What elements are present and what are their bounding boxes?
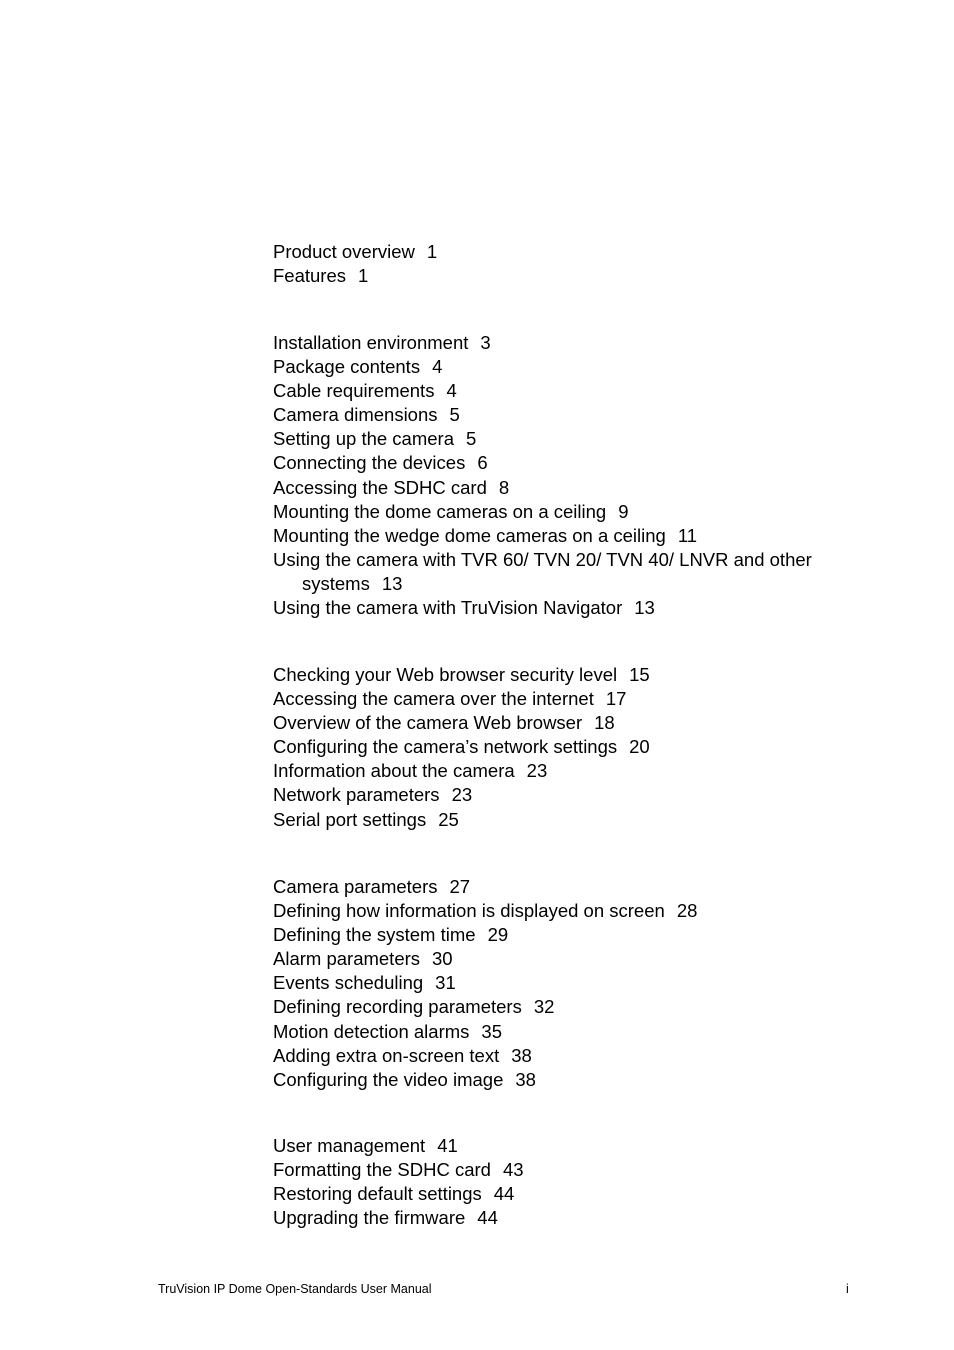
toc-entry-page: 35 <box>481 1020 502 1042</box>
toc-entry-page: 4 <box>432 356 443 378</box>
toc-entry-page: 38 <box>511 1044 532 1066</box>
toc-entry-page: 44 <box>477 1207 498 1229</box>
toc-entry-page: 13 <box>381 572 403 594</box>
toc-entry-title: Information about the camera <box>273 760 515 782</box>
toc-entry-page: 28 <box>676 900 698 922</box>
toc-entry-page: 5 <box>449 404 460 426</box>
toc-entry-title: Using the camera with TruVision Navigator <box>273 597 623 619</box>
toc-entry-page: 20 <box>629 736 650 758</box>
toc-entry-title: Package contents <box>273 356 421 378</box>
toc-entry[interactable] <box>273 1206 873 1230</box>
toc-group-overview <box>273 240 873 288</box>
toc-entry[interactable] <box>273 427 873 451</box>
toc-entry-title: Camera dimensions <box>273 404 438 426</box>
toc-entry-title: Adding extra on-screen text <box>273 1044 500 1066</box>
toc-entry-page: 13 <box>634 597 655 619</box>
toc-entry-page: 17 <box>605 688 627 710</box>
toc-entry-page: 23 <box>451 784 473 806</box>
toc-entry-page: 6 <box>477 452 488 474</box>
footer-page-number: i <box>846 1282 849 1296</box>
toc-entry-title: Motion detection alarms <box>273 1020 470 1042</box>
toc-entry-title: Accessing the camera over the internet <box>273 688 594 710</box>
toc-entry[interactable] <box>273 451 873 475</box>
toc-entry-title: Mounting the wedge dome cameras on a ceiling <box>273 524 666 546</box>
toc-entry[interactable] <box>273 759 873 783</box>
toc-entry[interactable] <box>273 971 873 995</box>
toc-entry[interactable] <box>273 476 873 500</box>
toc-entry-title: Features <box>273 265 347 287</box>
toc-entry[interactable] <box>273 808 873 832</box>
toc-entry[interactable] <box>273 355 873 379</box>
toc-entry[interactable] <box>273 596 873 620</box>
toc-entry[interactable] <box>273 500 873 524</box>
toc-entry[interactable] <box>273 1044 873 1068</box>
toc-entry[interactable] <box>273 735 873 759</box>
toc-entry-page: 27 <box>449 876 471 897</box>
toc-entry-title: Alarm parameters <box>273 948 421 970</box>
toc-entry-title: Configuring the camera’s network settings <box>273 736 618 758</box>
toc-entry-page: 5 <box>466 428 477 450</box>
toc-entry[interactable] <box>273 524 873 548</box>
toc-entry-page: 8 <box>498 476 510 498</box>
toc-entry[interactable] <box>273 783 873 807</box>
toc-group-installation <box>273 331 873 620</box>
toc-entry-page: 9 <box>618 500 629 522</box>
toc-entry[interactable] <box>273 548 843 596</box>
toc-group-camera-config <box>273 875 873 1092</box>
toc-entry-page: 18 <box>594 712 615 734</box>
toc-entry[interactable] <box>273 379 873 403</box>
toc-entry-title: Formatting the SDHC card <box>273 1159 491 1181</box>
toc-entry-title: Serial port settings <box>273 808 427 830</box>
toc-entry[interactable] <box>273 995 873 1019</box>
toc-entry-title: Connecting the devices <box>273 452 466 474</box>
toc-entry-title: Defining the system time <box>273 924 476 946</box>
toc-entry[interactable] <box>273 1020 873 1044</box>
toc-entry[interactable] <box>273 1158 873 1182</box>
toc-entry-page: 1 <box>426 241 438 262</box>
toc-entry-title: Setting up the camera <box>273 428 454 450</box>
toc-entry-page: 44 <box>493 1183 515 1205</box>
toc-entry-title: Using the camera with TVR 60/ TVN 20/ TVN 40/ LNVR and other <box>273 548 812 570</box>
toc-entry[interactable] <box>273 687 873 711</box>
toc-entry-page: 11 <box>677 524 698 546</box>
toc-entry-title: Restoring default settings <box>273 1183 482 1205</box>
toc-entry-title: Installation environment <box>273 332 469 353</box>
toc-entry[interactable] <box>273 947 873 971</box>
toc-entry-title: Product overview <box>273 241 415 262</box>
toc-entry-title: User management <box>273 1135 426 1156</box>
toc-entry-page: 31 <box>435 972 456 994</box>
toc-entry-page: 32 <box>533 996 555 1018</box>
toc-entry[interactable] <box>273 663 873 687</box>
toc-entry-page: 29 <box>487 924 509 946</box>
toc-entry[interactable] <box>273 331 873 355</box>
toc-entry[interactable] <box>273 923 873 947</box>
toc-entry[interactable] <box>273 875 873 899</box>
toc-entry[interactable] <box>273 403 873 427</box>
toc-entry-page: 4 <box>446 380 457 402</box>
toc-entry[interactable] <box>273 899 873 923</box>
toc-entry[interactable] <box>273 711 873 735</box>
toc-entry-title: Checking your Web browser security level <box>273 664 618 685</box>
toc-group-management <box>273 1134 873 1230</box>
toc-entry-title: Network parameters <box>273 784 440 806</box>
toc-entry[interactable] <box>273 1068 873 1092</box>
toc-entry-title: Camera parameters <box>273 876 438 897</box>
toc-entry-page: 41 <box>437 1135 458 1156</box>
toc-entry-page: 1 <box>358 265 369 287</box>
toc-entry-page: 3 <box>480 332 491 353</box>
toc-entry[interactable] <box>273 264 873 288</box>
toc-entry-title: Defining how information is displayed on screen <box>273 900 665 922</box>
toc-entry-page: 23 <box>526 760 548 782</box>
toc-entry-title-continued: systems <box>302 572 370 594</box>
toc-group-web-browser <box>273 663 873 832</box>
toc-entry-title: Overview of the camera Web browser <box>273 712 583 734</box>
toc-entry-title: Mounting the dome cameras on a ceiling <box>273 500 607 522</box>
toc-entry-title: Configuring the video image <box>273 1068 504 1090</box>
toc-entry-title: Defining recording parameters <box>273 996 522 1018</box>
toc-entry[interactable] <box>273 1134 873 1158</box>
toc-entry-title: Cable requirements <box>273 380 435 402</box>
toc-entry[interactable] <box>273 240 873 264</box>
footer-title: TruVision IP Dome Open-Standards User Manual <box>158 1282 432 1296</box>
toc-entry-title: Upgrading the firmware <box>273 1207 466 1229</box>
toc-entry-page: 30 <box>432 948 453 970</box>
toc-entry-page: 38 <box>515 1068 536 1090</box>
toc-entry-page: 25 <box>438 808 459 830</box>
toc-entry-page: 43 <box>502 1159 524 1181</box>
toc-entry[interactable] <box>273 1182 873 1206</box>
toc-entry-title: Events scheduling <box>273 972 424 994</box>
toc-entry-title: Accessing the SDHC card <box>273 476 487 498</box>
toc-entry-page: 15 <box>629 664 650 685</box>
